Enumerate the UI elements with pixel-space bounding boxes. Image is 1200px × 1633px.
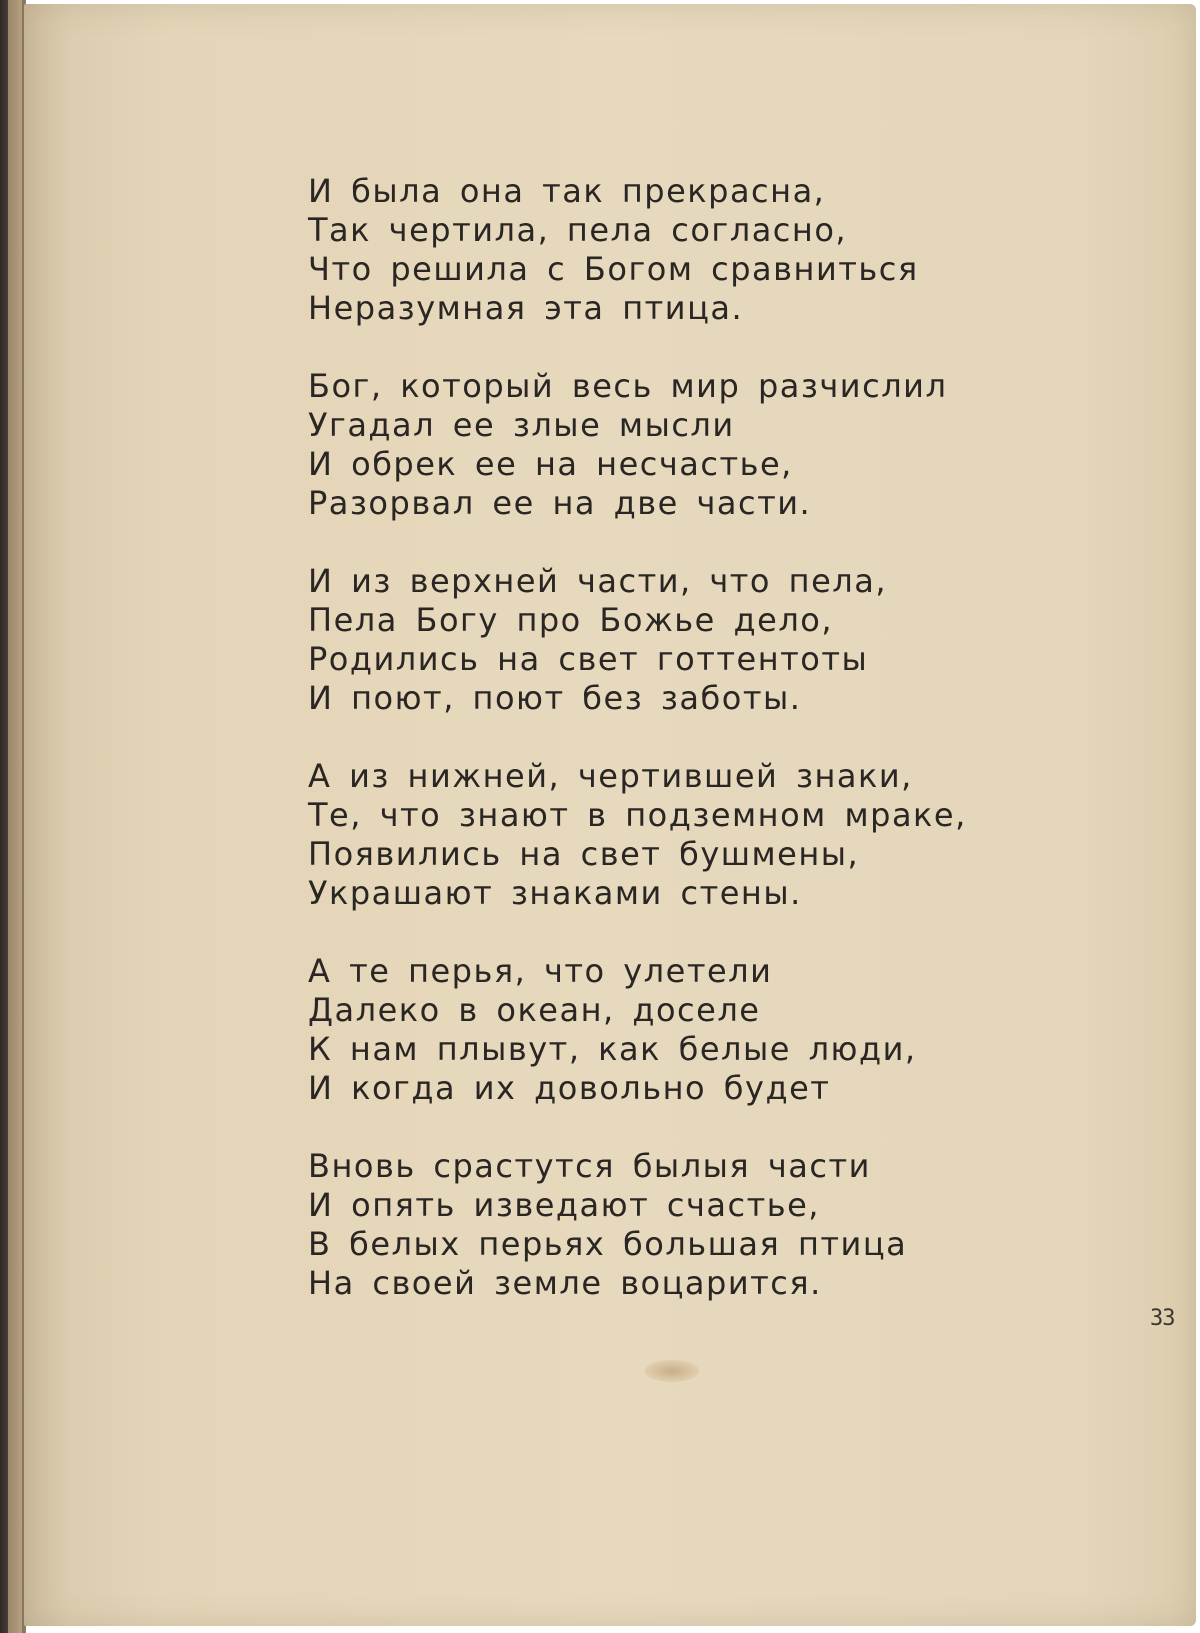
poem-line: И поют, поют без заботы. <box>308 679 802 717</box>
previous-page-edge <box>8 0 22 1633</box>
poem-line: И была она так прекрасна, <box>308 172 826 210</box>
stanza <box>308 757 967 913</box>
poem-line: И обрек ее на несчастье, <box>308 445 793 483</box>
poem-line: Родились на свет готтентоты <box>308 640 869 678</box>
poem-line: Что решила с Богом сравниться <box>308 250 919 288</box>
stanza <box>308 1147 948 1303</box>
poem-line: К нам плывут, как белые люди, <box>308 1030 917 1068</box>
stanza <box>308 952 948 1108</box>
stanza <box>308 562 948 718</box>
poem-line: Угадал ее злые мысли <box>308 406 735 444</box>
poem-line: Далеко в океан, доселе <box>308 991 761 1029</box>
poem-line: На своей земле воцарится. <box>308 1264 822 1302</box>
poem-line: А из нижней, чертившей знаки, <box>308 757 913 795</box>
poem-line: Неразумная эта птица. <box>308 289 744 327</box>
poem-line: И из верхней части, что пела, <box>308 562 887 600</box>
poem-line: Вновь срастутся былыя части <box>308 1147 871 1185</box>
page-number: 33 <box>1150 1306 1175 1331</box>
poem-line: Те, что знают в подземном мраке, <box>308 796 967 834</box>
stanza <box>308 172 948 328</box>
poem-line: Появились на свет бушмены, <box>308 835 860 873</box>
poem-line: Так чертила, пела согласно, <box>308 211 848 249</box>
poem-line: А те перья, что улетели <box>308 952 773 990</box>
poem-line: И опять изведают счастье, <box>308 1186 820 1224</box>
poem-line: Бог, который весь мир разчислил <box>308 367 948 405</box>
poem-line: И когда их довольно будет <box>308 1069 831 1107</box>
stanza <box>308 367 948 523</box>
poem-line: В белых перьях большая птица <box>308 1225 908 1263</box>
poem-line: Украшают знаками стены. <box>308 874 802 912</box>
poem-line: Разорвал ее на две части. <box>308 484 812 522</box>
poem-line: Пела Богу про Божье дело, <box>308 601 834 639</box>
paper-stain <box>645 1360 699 1382</box>
poem <box>308 172 967 1342</box>
